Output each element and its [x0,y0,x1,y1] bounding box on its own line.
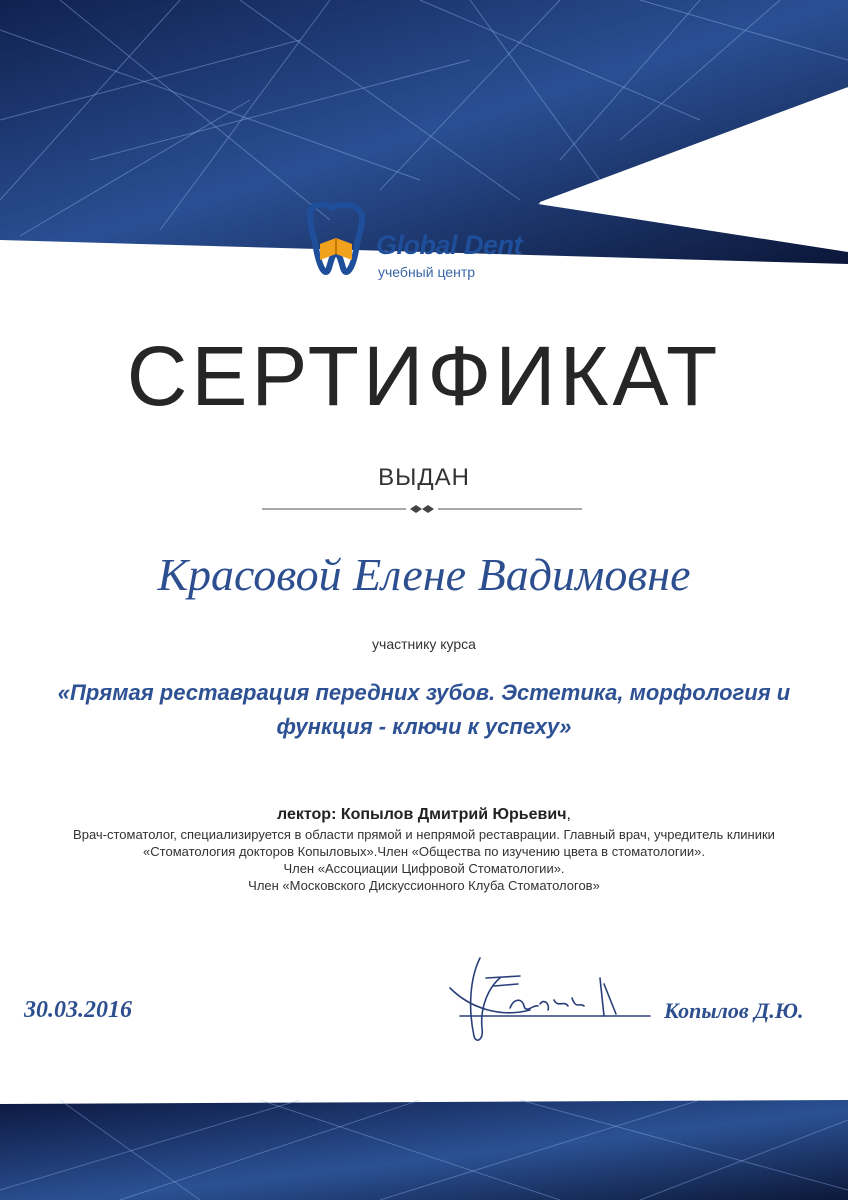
bio-line: Член «Ассоциации Цифровой Стоматологии». [283,861,565,876]
signer-name: Копылов Д.Ю. [664,998,804,1023]
bottom-banner [0,1100,848,1200]
course-title-line-1: «Прямая реставрация передних зубов. Эстетика, морфология и [57,680,791,705]
lecturer-line [0,806,848,824]
bio-line: Член «Московского Дискуссионного Клуба Стоматологов» [248,878,600,893]
tooth-book-icon [302,200,374,280]
lecturer-bio [20,826,828,894]
participant-label: участнику курса [372,636,476,652]
handwritten-signature [440,948,660,1048]
bio-line: «Стоматология докторов Копыловых».Член «Общества по изучению цвета в стоматологии». [143,844,705,859]
global-dent-logo [302,200,562,280]
logo-name: Global Dent [376,230,523,260]
recipient-name: Красовой Елене Вадимовне [157,549,691,600]
course-title [40,676,808,744]
certificate-title: СЕРТИФИКАТ [126,329,722,423]
issue-date: 30.03.2016 [24,997,132,1023]
ornament-divider [262,502,582,516]
bio-line: Врач-стоматолог, специализируется в области прямой и непрямой реставрации. Главный врач, учредитель клиники [73,827,775,842]
lecturer-name: лектор: Копылов Дмитрий Юрьевич [277,806,567,823]
course-title-line-2: функция - ключи к успеху» [276,714,572,739]
issued-label: ВЫДАН [378,464,470,491]
logo-subtitle: учебный центр [378,264,476,280]
lecturer-comma: , [566,806,571,823]
